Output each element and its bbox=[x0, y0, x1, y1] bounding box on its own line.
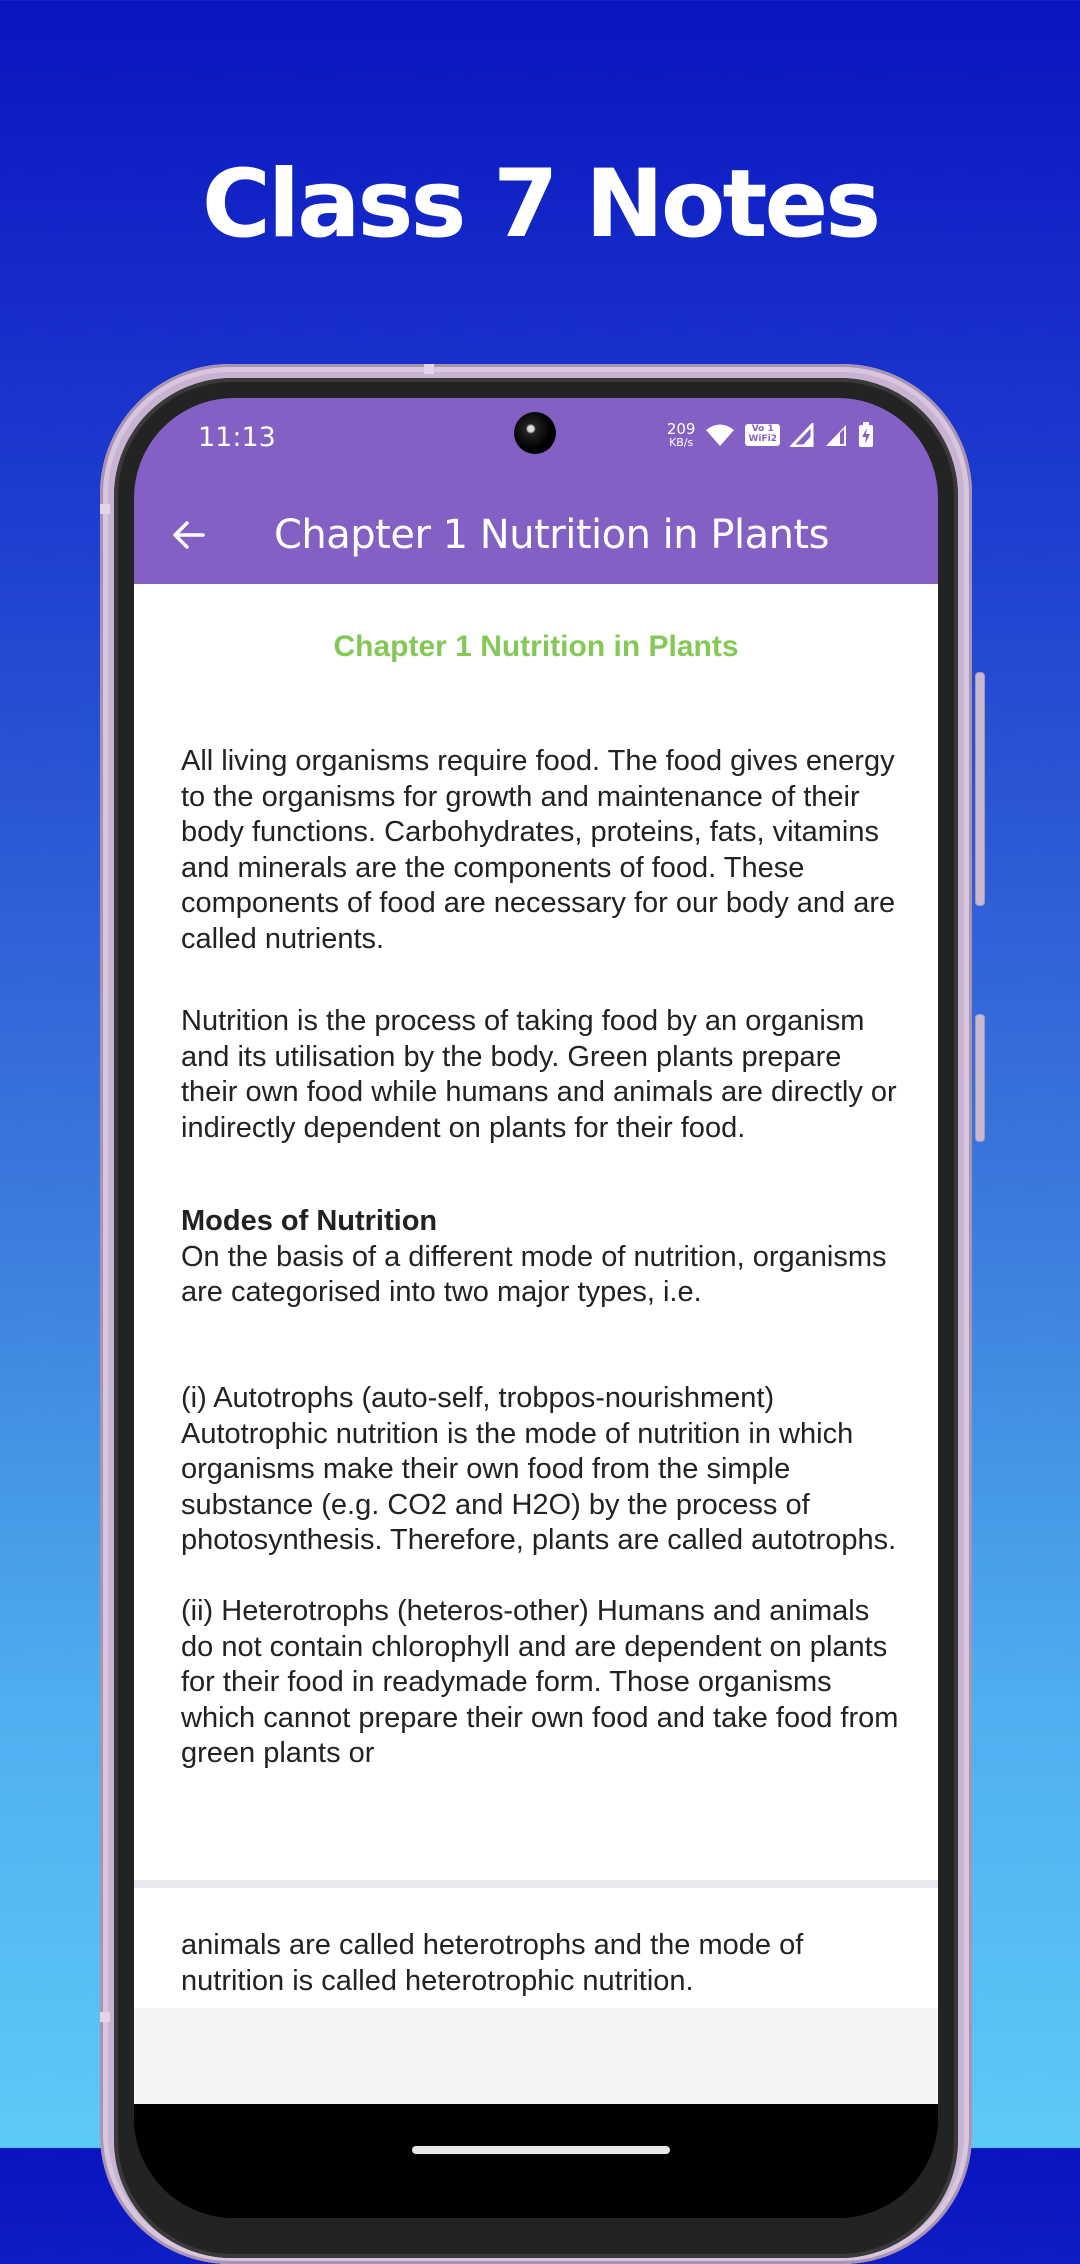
vowifi-icon bbox=[745, 424, 780, 446]
notes-content-continued[interactable] bbox=[134, 1888, 938, 2008]
paragraph: All living organisms require food. The food gives energy to the organisms for growth and maintenance of their body functions. Carbohydrates, proteins, fats, vitamins and minerals are the components of food. These components of food are necessary for our body and are called nutrients. bbox=[181, 745, 896, 955]
vowifi-line1: Vo 1 bbox=[751, 424, 774, 435]
promo-title: Class 7 Notes bbox=[201, 150, 879, 259]
frame-antenna-line bbox=[100, 2012, 110, 2022]
bottom-area bbox=[134, 2008, 938, 2104]
phone-screen bbox=[134, 398, 938, 2218]
document-heading: Chapter 1 Nutrition in Plants bbox=[333, 630, 739, 663]
paragraph-heterotrophs: (ii) Heterotrophs (heteros-other) Humans and animals do not contain chlorophyll and are dependent on plants for their food in readymade form. Those organisms which cannot prepare their own food and take food from green plants or bbox=[181, 1595, 899, 1769]
modes-section bbox=[181, 1204, 901, 1311]
volume-button bbox=[975, 672, 985, 906]
paragraph: Nutrition is the process of taking food by an organism and its utilisation by the body. Green plants prepare their own food while humans and animals are directly or indirectly dependent on plants for their food. bbox=[181, 1005, 897, 1144]
wifi-icon bbox=[705, 423, 735, 447]
power-button bbox=[975, 1014, 985, 1142]
toolbar bbox=[134, 486, 938, 584]
home-gesture-handle[interactable] bbox=[412, 2146, 670, 2154]
app-bar bbox=[134, 398, 938, 584]
front-camera bbox=[514, 412, 556, 454]
section-title: Modes of Nutrition bbox=[181, 1205, 438, 1237]
network-speed-value: 209 bbox=[666, 420, 696, 438]
network-speed bbox=[667, 422, 696, 448]
paragraph-autotrophs: (i) Autotrophs (auto-self, trobpos-nourishment) Autotrophic nutrition is the mode of nutrition in which organisms make their own food from the simple substance (e.g. CO2 and H2O) by the process of photosynthesis. Therefore, plants are called autotrophs. bbox=[181, 1382, 897, 1556]
battery-charging-icon bbox=[858, 422, 874, 448]
back-button[interactable] bbox=[154, 500, 224, 570]
arrow-left-icon bbox=[171, 517, 207, 553]
notes-content[interactable] bbox=[134, 584, 938, 1884]
navigation-bar bbox=[134, 2104, 938, 2218]
section-intro: On the basis of a different mode of nutrition, organisms are categorised into two major types, i.e. bbox=[181, 1240, 887, 1308]
signal-icon bbox=[790, 423, 814, 447]
status-time: 11:13 bbox=[198, 422, 276, 453]
vowifi-line2: WiFi2 bbox=[748, 434, 777, 444]
page-divider bbox=[134, 1880, 938, 1888]
frame-antenna-line bbox=[100, 504, 110, 514]
network-speed-unit: KB/s bbox=[669, 436, 694, 449]
toolbar-title: Chapter 1 Nutrition in Plants bbox=[274, 512, 829, 558]
paragraph-continued: animals are called heterotrophs and the mode of nutrition is called heterotrophic nutrition. bbox=[181, 1929, 804, 1997]
frame-antenna-line bbox=[424, 364, 434, 374]
signal-icon bbox=[824, 423, 848, 447]
status-icons bbox=[667, 422, 874, 448]
